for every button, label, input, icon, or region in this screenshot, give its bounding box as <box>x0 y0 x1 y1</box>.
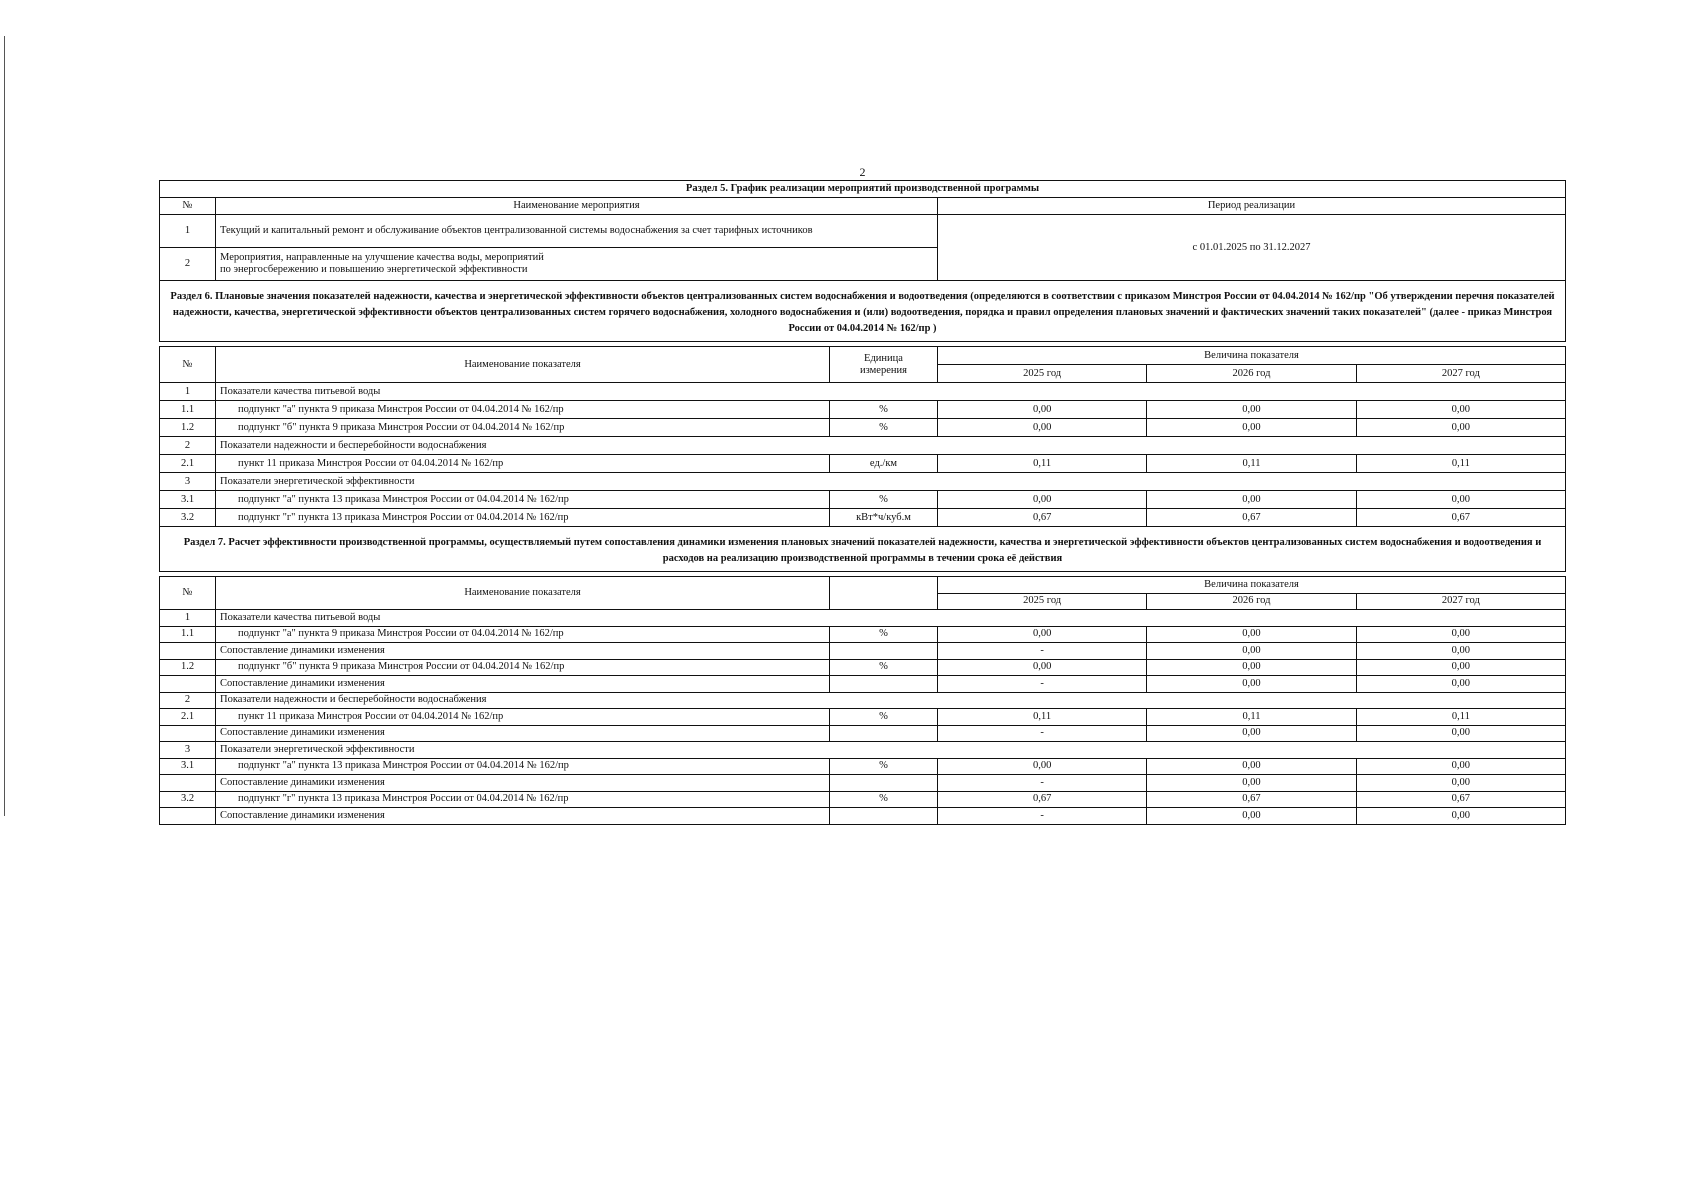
value-2026: 0,00 <box>1147 725 1356 742</box>
value-2026: 0,00 <box>1147 401 1356 419</box>
value-2027: 0,67 <box>1356 791 1565 808</box>
row-num: 2.1 <box>160 455 216 473</box>
unit-cell: % <box>830 419 938 437</box>
value-2026: 0,00 <box>1147 775 1356 792</box>
value-2025: - <box>938 643 1147 660</box>
section7-col-name: Наименование показателя <box>216 577 830 610</box>
unit-cell: % <box>830 709 938 726</box>
value-2026: 0,00 <box>1147 419 1356 437</box>
indicator-name: подпункт "а" пункта 13 приказа Минстроя России от 04.04.2014 № 162/пр <box>216 758 830 775</box>
row-num: 3.2 <box>160 509 216 527</box>
comparison-label: Сопоставление динамики изменения <box>216 775 830 792</box>
value-2025: - <box>938 676 1147 693</box>
indicator-name: подпункт "б" пункта 9 приказа Минстроя России от 04.04.2014 № 162/пр <box>216 659 830 676</box>
value-2027: 0,00 <box>1356 626 1565 643</box>
group-row <box>160 610 1566 627</box>
comparison-label: Сопоставление динамики изменения <box>216 725 830 742</box>
indicator-row <box>160 659 1566 676</box>
indicator-name: пункт 11 приказа Минстроя России от 04.04.2014 № 162/пр <box>216 455 830 473</box>
value-2027: 0,67 <box>1356 509 1565 527</box>
row-num: 1 <box>160 383 216 401</box>
value-2025: - <box>938 775 1147 792</box>
indicator-row <box>160 401 1566 419</box>
section5-row1-num: 1 <box>160 215 216 248</box>
section6-title: Раздел 6. Плановые значения показателей надежности, качества и энергетической эффективности объектов централизованных систем водоснабжения и водоотведения (определяются в соответствии с приказом Минстроя России от 04.04.2014 № 162/пр "Об утверждении перечня показателей надежности, качества, энергетической эффективности объектов централизованных систем горячего водоснабжения, холодного водоснабжения и (или) водоотведения, порядка и правил определения плановых значений и фактических значений таких показателей" (далее - приказ Минстроя России от 04.04.2014 № 162/пр ) <box>160 281 1566 342</box>
section7-year-2025: 2025 год <box>938 593 1147 610</box>
indicator-row <box>160 509 1566 527</box>
section7-title-block <box>159 527 1566 572</box>
indicator-row <box>160 709 1566 726</box>
section6-col-unit <box>830 347 938 383</box>
section6-year-2025: 2025 год <box>938 365 1147 383</box>
section7-year-2026: 2026 год <box>1147 593 1356 610</box>
unit-cell: кВт*ч/куб.м <box>830 509 938 527</box>
section5-title: Раздел 5. График реализации мероприятий производственной программы <box>160 181 1566 198</box>
value-2026: 0,00 <box>1147 659 1356 676</box>
indicator-name: подпункт "а" пункта 9 приказа Минстроя России от 04.04.2014 № 162/пр <box>216 401 830 419</box>
comparison-label: Сопоставление динамики изменения <box>216 643 830 660</box>
section6-col-num: № <box>160 347 216 383</box>
section5-row2-name-line2: по энергосбережению и повышению энергетической эффективности <box>220 264 528 275</box>
value-2027: 0,11 <box>1356 709 1565 726</box>
row-num <box>160 725 216 742</box>
comparison-row <box>160 643 1566 660</box>
group-title: Показатели качества питьевой воды <box>216 383 1566 401</box>
unit-cell: ед./км <box>830 455 938 473</box>
value-2026: 0,00 <box>1147 676 1356 693</box>
value-2025: 0,00 <box>938 401 1147 419</box>
row-num <box>160 676 216 693</box>
indicator-name: подпункт "г" пункта 13 приказа Минстроя России от 04.04.2014 № 162/пр <box>216 509 830 527</box>
row-num: 2 <box>160 692 216 709</box>
row-num: 1.1 <box>160 401 216 419</box>
row-num: 3.1 <box>160 758 216 775</box>
row-num: 2.1 <box>160 709 216 726</box>
value-2027: 0,00 <box>1356 775 1565 792</box>
value-2027: 0,00 <box>1356 659 1565 676</box>
section7-col-num: № <box>160 577 216 610</box>
value-2025: 0,00 <box>938 626 1147 643</box>
value-2026: 0,00 <box>1147 491 1356 509</box>
unit-cell: % <box>830 758 938 775</box>
value-2025: 0,00 <box>938 491 1147 509</box>
scan-edge-line <box>4 36 5 816</box>
group-row <box>160 383 1566 401</box>
value-2026: 0,00 <box>1147 758 1356 775</box>
row-num <box>160 643 216 660</box>
indicator-row <box>160 455 1566 473</box>
group-title: Показатели энергетической эффективности <box>216 473 1566 491</box>
row-num: 3 <box>160 742 216 759</box>
row-num: 3 <box>160 473 216 491</box>
indicator-row <box>160 758 1566 775</box>
group-title: Показатели надежности и бесперебойности водоснабжения <box>216 692 1566 709</box>
value-2025: 0,00 <box>938 758 1147 775</box>
comparison-label: Сопоставление динамики изменения <box>216 808 830 825</box>
indicator-row <box>160 491 1566 509</box>
value-2025: 0,11 <box>938 455 1147 473</box>
unit-cell <box>830 775 938 792</box>
indicator-name: подпункт "а" пункта 9 приказа Минстроя России от 04.04.2014 № 162/пр <box>216 626 830 643</box>
section7-col-unit <box>830 577 938 610</box>
row-num: 1.2 <box>160 659 216 676</box>
row-num: 1 <box>160 610 216 627</box>
value-2027: 0,00 <box>1356 643 1565 660</box>
row-num: 1.1 <box>160 626 216 643</box>
value-2027: 0,11 <box>1356 455 1565 473</box>
section5-row2-name-line1: Мероприятия, направленные на улучшение качества воды, мероприятий <box>220 252 544 263</box>
section5-col-period: Период реализации <box>938 198 1566 215</box>
section5-col-name: Наименование мероприятия <box>216 198 938 215</box>
group-title: Показатели качества питьевой воды <box>216 610 1566 627</box>
unit-cell <box>830 676 938 693</box>
indicator-row <box>160 419 1566 437</box>
group-row <box>160 437 1566 455</box>
section5-table <box>159 180 1566 342</box>
value-2025: - <box>938 808 1147 825</box>
section5-period: с 01.01.2025 по 31.12.2027 <box>938 215 1566 281</box>
row-num <box>160 808 216 825</box>
value-2025: 0,00 <box>938 419 1147 437</box>
value-2026: 0,00 <box>1147 643 1356 660</box>
unit-cell <box>830 725 938 742</box>
indicator-name: подпункт "г" пункта 13 приказа Минстроя России от 04.04.2014 № 162/пр <box>216 791 830 808</box>
comparison-row <box>160 725 1566 742</box>
indicator-name: пункт 11 приказа Минстроя России от 04.04.2014 № 162/пр <box>216 709 830 726</box>
value-2026: 0,67 <box>1147 509 1356 527</box>
value-2025: 0,67 <box>938 791 1147 808</box>
comparison-row <box>160 676 1566 693</box>
section6-year-2026: 2026 год <box>1147 365 1356 383</box>
section6-year-2027: 2027 год <box>1356 365 1565 383</box>
unit-cell: % <box>830 626 938 643</box>
group-title: Показатели энергетической эффективности <box>216 742 1566 759</box>
value-2027: 0,00 <box>1356 401 1565 419</box>
document-sheet <box>159 164 1566 825</box>
section6-col-unit-line2: измерения <box>860 364 907 376</box>
section7-col-value: Величина показателя <box>938 577 1566 594</box>
value-2025: 0,67 <box>938 509 1147 527</box>
value-2027: 0,00 <box>1356 491 1565 509</box>
page-number: 2 <box>859 165 866 179</box>
section6-table <box>159 346 1566 527</box>
section7-year-2027: 2027 год <box>1356 593 1565 610</box>
value-2025: - <box>938 725 1147 742</box>
row-num: 1.2 <box>160 419 216 437</box>
unit-cell <box>830 643 938 660</box>
unit-cell: % <box>830 659 938 676</box>
group-row <box>160 692 1566 709</box>
value-2027: 0,00 <box>1356 758 1565 775</box>
unit-cell: % <box>830 791 938 808</box>
section7-table <box>159 576 1566 825</box>
unit-cell: % <box>830 491 938 509</box>
value-2025: 0,00 <box>938 659 1147 676</box>
row-num: 2 <box>160 437 216 455</box>
value-2026: 0,67 <box>1147 791 1356 808</box>
value-2026: 0,00 <box>1147 808 1356 825</box>
row-num: 3.2 <box>160 791 216 808</box>
section5-row1-name: Текущий и капитальный ремонт и обслуживание объектов централизованной системы водоснабжения за счет тарифных источников <box>216 215 938 248</box>
value-2027: 0,00 <box>1356 419 1565 437</box>
section5-col-num: № <box>160 198 216 215</box>
group-title: Показатели надежности и бесперебойности водоснабжения <box>216 437 1566 455</box>
row-num <box>160 775 216 792</box>
indicator-row <box>160 626 1566 643</box>
group-row <box>160 742 1566 759</box>
row-num: 3.1 <box>160 491 216 509</box>
section5-row2-num: 2 <box>160 248 216 281</box>
unit-cell <box>830 808 938 825</box>
indicator-name: подпункт "а" пункта 13 приказа Минстроя России от 04.04.2014 № 162/пр <box>216 491 830 509</box>
section5-row2-name <box>216 248 938 281</box>
comparison-row <box>160 775 1566 792</box>
indicator-row <box>160 791 1566 808</box>
indicator-name: подпункт "б" пункта 9 приказа Минстроя России от 04.04.2014 № 162/пр <box>216 419 830 437</box>
comparison-label: Сопоставление динамики изменения <box>216 676 830 693</box>
comparison-row <box>160 808 1566 825</box>
section6-col-value: Величина показателя <box>938 347 1566 365</box>
value-2026: 0,11 <box>1147 455 1356 473</box>
value-2027: 0,00 <box>1356 676 1565 693</box>
unit-cell: % <box>830 401 938 419</box>
value-2026: 0,11 <box>1147 709 1356 726</box>
value-2027: 0,00 <box>1356 808 1565 825</box>
section7-title: Раздел 7. Расчет эффективности производственной программы, осуществляемый путем сопоставления динамики изменения плановых значений показателей надежности, качества и энергетической эффективности объектов централизованных систем водоснабжения и водоотведения и расходов на реализацию производственной программы в течении срока её действия <box>160 527 1566 572</box>
value-2027: 0,00 <box>1356 725 1565 742</box>
section6-col-name: Наименование показателя <box>216 347 830 383</box>
group-row <box>160 473 1566 491</box>
value-2026: 0,00 <box>1147 626 1356 643</box>
value-2025: 0,11 <box>938 709 1147 726</box>
section6-col-unit-line1: Единица <box>864 352 903 364</box>
